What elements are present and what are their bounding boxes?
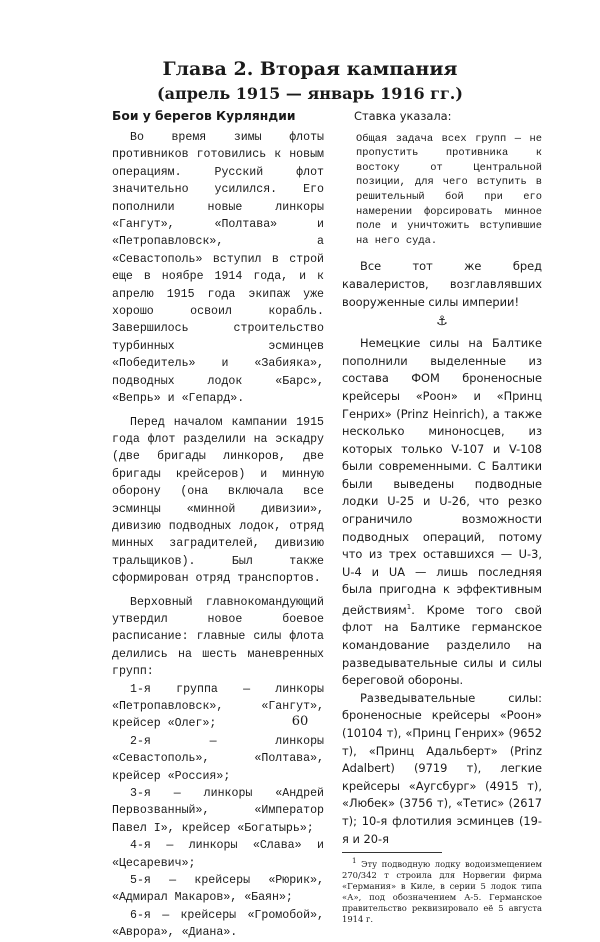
chapter-title: Глава 2. Вторая кампания [162, 58, 458, 80]
paragraph [342, 335, 542, 690]
list-item: 2-я — линкоры «Севастополь», «Полтава», крейсер «Россия»; [112, 734, 324, 783]
footnote-mark: 1 [352, 857, 357, 866]
footnote-ref: 1 [406, 603, 412, 612]
chapter-header [100, 56, 520, 106]
footnote-divider [342, 852, 442, 853]
list-item: 5-я — крейсеры «Рюрик», «Адмирал Макаров», «Баян»; [112, 874, 324, 905]
paragraph-text: . Кроме того свой флот на Балтике германское командование разделило на разведывательные силы и силы береговой обороны. [342, 602, 542, 688]
left-column [112, 108, 324, 942]
paragraph: Все тот же бред кавалеристов, возглавлявших вооруженные силы империи! [342, 259, 542, 309]
paragraph: Верховный главнокомандующий утвердил новое боевое расписание: главные силы флота делились на шесть маневренных групп: [112, 595, 324, 679]
quote-intro: Ставка указала: [354, 109, 452, 123]
page-number: 60 [291, 714, 309, 729]
list-item: 3-я — линкоры «Андрей Первозванный», «Император Павел I», крейсер «Богатырь»; [112, 787, 324, 835]
list-item: 1-я группа — линкоры «Петропавловск», «Гангут», крейсер «Олег»; [112, 682, 324, 731]
footnote [342, 856, 542, 925]
list-item: 6-я — крейсеры «Громобой», «Аврора», «Диана». [112, 908, 324, 940]
chapter-subtitle: (апрель 1915 — январь 1916 гг.) [157, 84, 463, 103]
right-column [342, 108, 542, 925]
list-item: 4-я — линкоры «Слава» и «Цесаревич»; [112, 839, 324, 870]
paragraph: Перед началом кампании 1915 года флот разделили на эскадру (две бригады линкоров, две бригады крейсеров) и минную оборону (она включала все эсминцы «минной дивизии», дивизию подводных лодок, отряд минных заградителей, дивизию тральщиков). Был также сформирован отряд транспортов. [112, 415, 324, 586]
footnote-text: Эту подводную лодку водоизмещением 270/342 т строила для Норвегии фирма «Германия» в Киле, в серии 5 лодок типа «А», под обозначением А-5. Германское правительство реквизировало её 5 августа 1914 г. [342, 858, 542, 924]
anchor-divider-icon: ⚓ [436, 314, 448, 330]
paragraph-text: Немецкие силы на Балтике пополнили выделенные из состава ФОМ броненосные крейсеры «Роон» и «Принц Генрих» (Prinz Heinrich), а также несколько миноносцев, из которых только V-107 и V-108 были современными. С Балтики были выведены подводные лодки U-25 и U-26, что резко ограничило возможности подводных операций, потому что из трех оставшихся — U-3, U-4 и UA — лишь последняя была пригодна к эффективным действиям [342, 336, 542, 617]
quote-block: Общая задача всех групп — не пропустить противника к востоку от Центральной позиции, для чего вступить в решительный бой при его намерении форсировать минное поле и уничтожить вступившие на него суда. [356, 132, 542, 247]
section-heading: Бои у берегов Курляндии [112, 109, 296, 123]
paragraph: Во время зимы флоты противников готовились к новым операциям. Русский флот значительно усилился. Его пополнили новые линкоры «Гангут», «Полтава» и «Петропавловск», а «Севастополь» вступил в строй еще в ноябре 1914 года, и к апрелю 1915 года экипаж уже хорошо освоил корабль. Завершилось строительство турбинных эсминцев «Победитель» и «Забияка», подводных лодок «Барс», «Вепрь» и «Гепард». [112, 131, 324, 406]
paragraph: Разведывательные силы: броненосные крейсеры «Роон» (10104 т), «Принц Генрих» (9652 т), «Принц Адальберт» (Prinz Adalbert) (9719 т), легкие крейсеры «Аугсбург» (4915 т), «Любек» (3756 т), «Тетис» (2617 т); 10-я флотилия эсминцев (19-я и 20-я [342, 690, 542, 846]
